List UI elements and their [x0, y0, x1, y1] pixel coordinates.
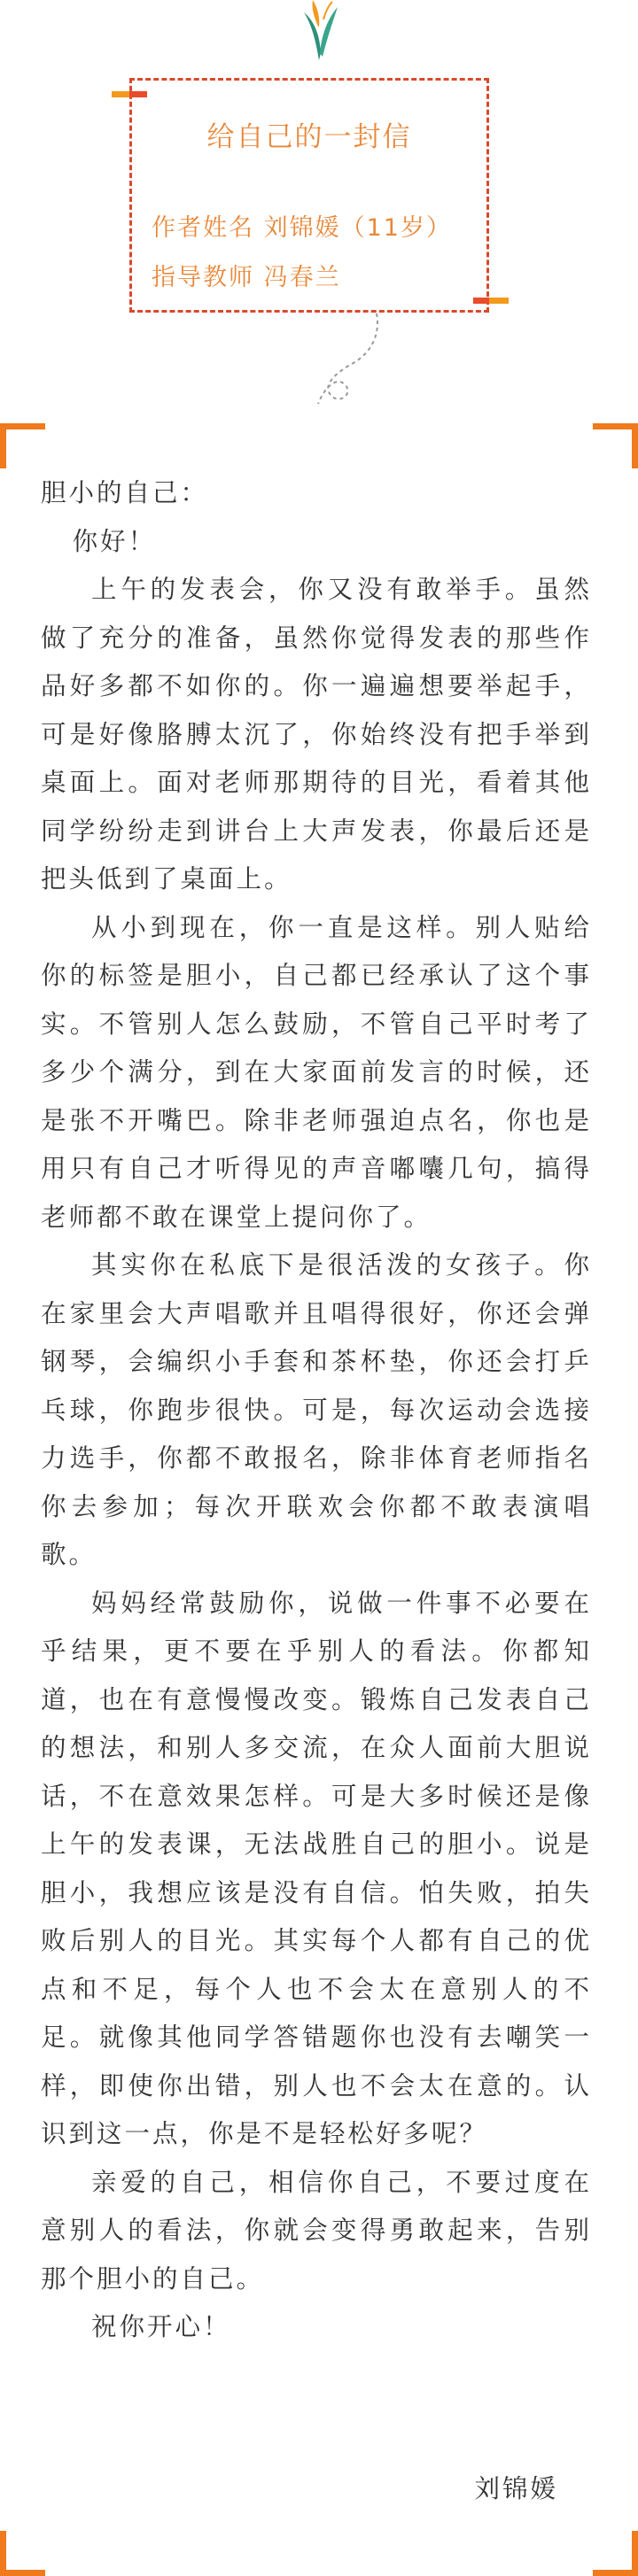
title-card	[129, 78, 489, 313]
paragraph: 上午的发表会，你又没有敢举手。虽然做了充分的准备，虽然你觉得发表的那些作品好多都不如你的。你一遍遍想要举起手，可是好像胳膊太沉了，你始终没有把手举到桌面上。面对老师那期待的目光，看着其他同学纷纷走到讲台上大声发表，你最后还是把头低到了桌面上。	[41, 575, 592, 893]
corner-decoration-bottom-right	[593, 2531, 638, 2576]
accent-bar-bottom-right	[489, 298, 509, 304]
corner-decoration-top-right	[593, 423, 638, 468]
accent-bar-top-left-red	[129, 91, 147, 97]
corner-decoration-top-left	[0, 423, 45, 468]
leaf-icon	[297, 0, 341, 62]
squiggle-decoration	[315, 312, 394, 409]
greeting: 你好！	[72, 526, 157, 556]
letter-body	[41, 469, 592, 2352]
salutation: 胆小的自己：	[41, 478, 209, 507]
signature: 刘锦媛	[474, 2474, 558, 2503]
paragraph: 亲爱的自己，相信你自己，不要过度在意别人的看法，你就会变得勇敢起来，告别那个胆小的自己。	[41, 2167, 592, 2294]
teacher-line: 指导教师 冯春兰	[152, 264, 341, 291]
paragraph: 从小到现在，你一直是这样。别人贴给你的标签是胆小，自己都已经承认了这个事实。不管别人怎么鼓励，不管自己平时考了多少个满分，到在大家面前发言的时候，还是张不开嘴巴。除非老师强迫点名，你也是用只有自己才听得见的声音嘟囔几句，搞得老师都不敢在课堂上提问你了。	[41, 912, 592, 1232]
paragraph: 妈妈经常鼓励你，说做一件事不必要在乎结果，更不要在乎别人的看法。你都知道，也在有意慢慢改变。锻炼自己发表自己的想法，和别人多交流，在众人面前大胆说话，不在意效果怎样。可是大多时候还是像上午的发表课，无法战胜自己的胆小。说是胆小，我想应该是没有自信。怕失败，拍失败后别人的目光。其实每个人都有自己的优点和不足，每个人也不会太在意别人的不足。就像其他同学答错题你也没有去嘲笑一样，即使你出错，别人也不会太在意的。认识到这一点，你是不是轻松好多呢？	[41, 1588, 592, 2148]
author-line: 作者姓名 刘锦媛（11岁）	[152, 214, 452, 242]
closing: 祝你开心！	[91, 2312, 231, 2341]
paragraph: 其实你在私底下是很活泼的女孩子。你在家里会大声唱歌并且唱得很好，你还会弹钢琴，会编织小手套和茶杯垫，你还会打乒乓球，你跑步很快。可是，每次运动会选接力选手，你都不敢报名，除非体育老师指名你去参加；每次开联欢会你都不敢表演唱歌。	[41, 1250, 592, 1569]
letter-title: 给自己的一封信	[206, 121, 412, 153]
corner-decoration-bottom-left	[0, 2531, 45, 2576]
